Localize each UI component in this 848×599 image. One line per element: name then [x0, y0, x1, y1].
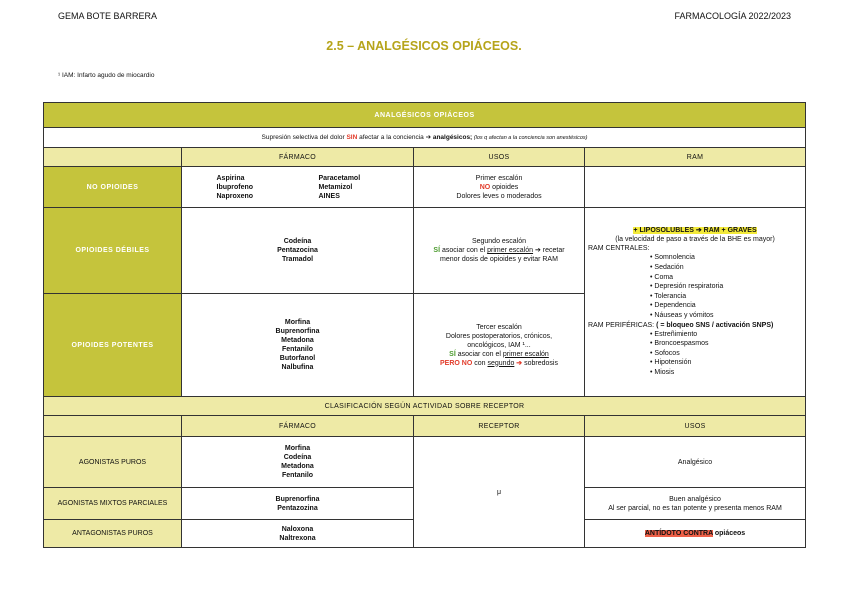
row-label-no-opioides: NO OPIOIDES: [44, 167, 182, 208]
list-item: • Tolerancia: [650, 292, 802, 302]
opioid-table: [43, 102, 806, 548]
header-empty-2: [44, 416, 182, 437]
list-item: • Depresión respiratoria: [650, 282, 802, 292]
header-author: GEMA BOTE BARRERA: [58, 11, 158, 21]
ram-central-list: [588, 253, 802, 320]
col-usos: USOS: [414, 148, 585, 167]
table-subtitle: Supresión selectiva del dolor SIN afectar a la conciencia ➔ analgésicos; (los q afectan a la conciencia son anestésicos): [44, 128, 806, 148]
usos-antagonistas: ANTÍDOTO CONTRA opiáceos: [585, 520, 806, 548]
col-usos-2: USOS: [585, 416, 806, 437]
ram-periph-list: [588, 330, 802, 378]
header-course: FARMACOLOGÍA 2022/2023: [674, 11, 791, 21]
list-item: • Náuseas y vómitos: [650, 311, 802, 321]
row-label-opioides-potentes: OPIOIDES POTENTES: [44, 294, 182, 397]
col-farmaco: FÁRMACO: [182, 148, 414, 167]
footnote: ¹ IAM: Infarto agudo de miocardio: [58, 72, 155, 79]
usos-potentes: Tercer escalón Dolores postoperatorios, crónicos, oncológicos, IAM ¹... SÍ asociar con el primer escalón PERO NO con segundo ➔ sobredosis: [414, 294, 585, 397]
list-item: • Dependencia: [650, 301, 802, 311]
list-item: • Sedación: [650, 263, 802, 273]
farmaco-debiles: Codeína Pentazocina Tramadol: [182, 208, 414, 294]
farmaco-agonistas: Morfina Codeína Metadona Fentanilo: [182, 437, 414, 488]
row-label-agonistas-puros: AGONISTAS PUROS: [44, 437, 182, 488]
ram-cell: + LIPOSOLUBLES ➔ RAM + GRAVES (la velocidad de paso a través de la BHE es mayor) RAM CENTRALES: • Somnolencia • Sedación • Coma • Depresión respiratoria • Tolerancia • Dependencia • Náuseas y vómitos RAM PERIFÉRICAS: ( = bloqueo SNS / activación SNPS) • Estreñimiento • Broncoespasmos • Sofocos • Hipotensión • Miosis: [585, 208, 806, 397]
list-item: • Somnolencia: [650, 253, 802, 263]
farmaco-potentes: Morfina Buprenorfina Metadona Fentanilo Butorfanol Nalbufina: [182, 294, 414, 397]
row-label-agonistas-mixtos: AGONISTAS MIXTOS PARCIALES: [44, 488, 182, 520]
usos-mixtos: Buen analgésico Al ser parcial, no es tan potente y presenta menos RAM: [585, 488, 806, 520]
farmaco-mixtos: Buprenorfina Pentazozina: [182, 488, 414, 520]
list-item: • Hipotensión: [650, 358, 802, 368]
usos-no-opioides: Primer escalón NO opioides Dolores leves o moderados: [414, 167, 585, 208]
row-label-antagonistas: ANTAGONISTAS PUROS: [44, 520, 182, 548]
list-item: • Estreñimiento: [650, 330, 802, 340]
usos-agonistas: Analgésico: [585, 437, 806, 488]
list-item: • Coma: [650, 273, 802, 283]
clasificacion-header: CLASIFICACIÓN SEGÚN ACTIVIDAD SOBRE RECEPTOR: [44, 397, 806, 416]
header-empty: [44, 148, 182, 167]
col-receptor: RECEPTOR: [414, 416, 585, 437]
list-item: • Sofocos: [650, 349, 802, 359]
usos-debiles: Segundo escalón SÍ asociar con el primer escalón ➔ recetar menor dosis de opioides y evitar RAM: [414, 208, 585, 294]
row-label-opioides-debiles: OPIOIDES DÉBILES: [44, 208, 182, 294]
ram-empty: [585, 167, 806, 208]
list-item: • Broncoespasmos: [650, 339, 802, 349]
receptor-mu: μ: [414, 437, 585, 548]
farmaco-no-opioides: Aspirina Paracetamol Ibuprofeno Metamizol Naproxeno AINES: [182, 167, 414, 208]
col-farmaco-2: FÁRMACO: [182, 416, 414, 437]
page-title: 2.5 – ANALGÉSICOS OPIÁCEOS.: [326, 39, 522, 53]
table-banner: ANALGÉSICOS OPIÁCEOS: [44, 103, 806, 128]
col-ram: RAM: [585, 148, 806, 167]
farmaco-antagonistas: Naloxona Naltrexona: [182, 520, 414, 548]
list-item: • Miosis: [650, 368, 802, 378]
